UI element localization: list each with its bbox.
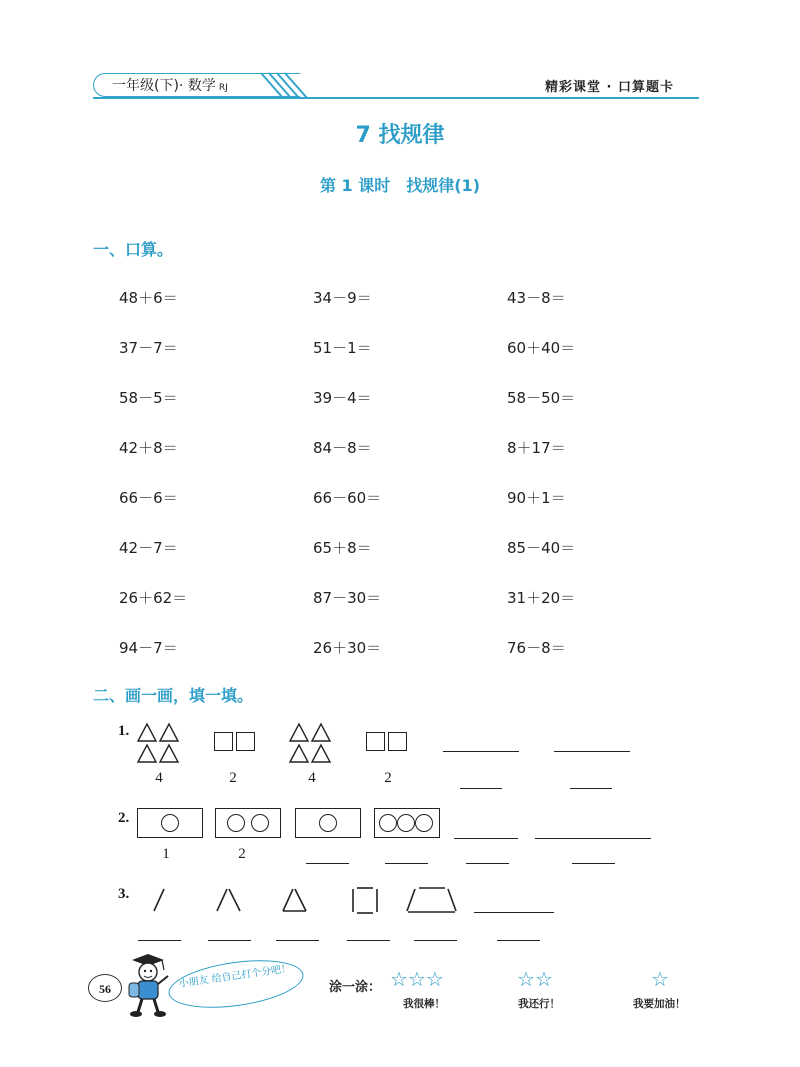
rating-stars-3[interactable] — [390, 969, 444, 990]
square-b1 — [366, 732, 385, 751]
rating-label-okay: 我还行！ — [518, 998, 560, 1010]
q2-label: 2. — [118, 810, 130, 826]
q3-fill-blank-6[interactable] — [497, 940, 540, 941]
arithmetic-problem: 76－8＝ — [507, 639, 566, 657]
arithmetic-problem: 26＋62＝ — [119, 589, 188, 607]
q2-box-4 — [374, 808, 440, 838]
arithmetic-problem: 26＋30＝ — [313, 639, 382, 657]
header-series: 精彩课堂 · 口算题卡 — [545, 80, 674, 95]
q2-box-3 — [295, 808, 361, 838]
edition-text: RJ — [218, 83, 228, 93]
q2-draw-blank-2[interactable] — [535, 838, 651, 839]
triangles-group-2 — [287, 720, 335, 766]
q2-fill-blank-2[interactable] — [385, 863, 428, 864]
square-a1 — [214, 732, 233, 751]
q2-number-1: 1 — [162, 846, 170, 862]
q3-label: 3. — [118, 886, 130, 902]
rating-label-try-harder: 我要加油！ — [633, 998, 686, 1010]
circle — [227, 814, 245, 832]
q1-number-1: 4 — [155, 770, 163, 786]
arithmetic-problem: 58－5＝ — [119, 389, 178, 407]
q1-label: 1. — [118, 723, 130, 739]
speech-bubble: 小朋友 给自己打个分吧！ — [166, 953, 307, 1015]
star-icon[interactable]: ☆ — [407, 967, 426, 991]
rating-label-great: 我很棒！ — [403, 998, 445, 1010]
arithmetic-problem: 90＋1＝ — [507, 489, 566, 507]
q1-draw-blank-2[interactable] — [554, 751, 630, 752]
lesson-title: 第 1 课时 找规律(1) — [319, 176, 481, 195]
q2-box-2 — [215, 808, 281, 838]
stick-figures — [140, 884, 470, 916]
grade-subject-text: 一年级(下)· 数学 — [112, 78, 216, 94]
rating-stars-2[interactable] — [517, 969, 553, 990]
q2-fill-blank-4[interactable] — [572, 863, 615, 864]
arithmetic-problem: 8＋17＝ — [507, 439, 566, 457]
circle — [319, 814, 337, 832]
arithmetic-problem: 39－4＝ — [313, 389, 372, 407]
q1-fill-blank-2[interactable] — [570, 788, 612, 789]
arithmetic-problem: 58－50＝ — [507, 389, 576, 407]
q2-draw-blank-1[interactable] — [454, 838, 518, 839]
arithmetic-problem: 42＋8＝ — [119, 439, 178, 457]
color-in-label: 涂一涂： — [329, 980, 382, 995]
q1-number-4: 2 — [384, 770, 392, 786]
arithmetic-problem: 94－7＝ — [119, 639, 178, 657]
q1-fill-blank-1[interactable] — [460, 788, 502, 789]
q3-fill-blank-3[interactable] — [276, 940, 319, 941]
arithmetic-problem: 87－30＝ — [313, 589, 382, 607]
arithmetic-problem: 60＋40＝ — [507, 339, 576, 357]
q1-number-3: 4 — [308, 770, 316, 786]
q1-number-2: 2 — [229, 770, 237, 786]
arithmetic-problem: 43－8＝ — [507, 289, 566, 307]
arithmetic-problem: 34－9＝ — [313, 289, 372, 307]
section1-title: 一、口算。 — [93, 240, 174, 259]
triangles-group-1 — [135, 720, 183, 766]
arithmetic-problem: 85－40＝ — [507, 539, 576, 557]
header-rule — [93, 97, 699, 99]
q3-fill-blank-4[interactable] — [347, 940, 390, 941]
q3-fill-blank-5[interactable] — [414, 940, 457, 941]
arithmetic-problem: 51－1＝ — [313, 339, 372, 357]
circle — [379, 814, 397, 832]
q2-box-1 — [137, 808, 203, 838]
star-icon[interactable]: ☆ — [651, 967, 669, 991]
star-icon[interactable]: ☆ — [425, 967, 444, 991]
arithmetic-problem: 37－7＝ — [119, 339, 178, 357]
rating-stars-1[interactable] — [651, 969, 669, 990]
circle — [251, 814, 269, 832]
square-a2 — [236, 732, 255, 751]
q3-fill-blank-2[interactable] — [208, 940, 251, 941]
q3-draw-blank[interactable] — [474, 912, 554, 913]
square-b2 — [388, 732, 407, 751]
q2-fill-blank-3[interactable] — [466, 863, 509, 864]
star-icon[interactable]: ☆ — [390, 967, 408, 991]
q2-fill-blank-1[interactable] — [306, 863, 349, 864]
page-number: 56 — [88, 974, 122, 1002]
q3-fill-blank-1[interactable] — [138, 940, 181, 941]
star-icon[interactable]: ☆ — [517, 967, 535, 991]
arithmetic-problem: 48＋6＝ — [119, 289, 178, 307]
arithmetic-problem: 31＋20＝ — [507, 589, 576, 607]
section2-title: 二、画一画，填一填。 — [93, 686, 254, 705]
chapter-title: 7 找规律 — [355, 123, 445, 148]
q2-number-2: 2 — [238, 846, 246, 862]
star-icon[interactable]: ☆ — [534, 967, 553, 991]
arithmetic-problem: 66－60＝ — [313, 489, 382, 507]
circle — [415, 814, 433, 832]
arithmetic-problem: 65＋8＝ — [313, 539, 372, 557]
circle — [161, 814, 179, 832]
header-stripes-decoration — [255, 72, 325, 99]
arithmetic-problem: 42－7＝ — [119, 539, 178, 557]
circle — [397, 814, 415, 832]
student-mascot-illustration — [124, 950, 172, 1020]
arithmetic-problem: 66－6＝ — [119, 489, 178, 507]
q1-draw-blank-1[interactable] — [443, 751, 519, 752]
arithmetic-problem: 84－8＝ — [313, 439, 372, 457]
